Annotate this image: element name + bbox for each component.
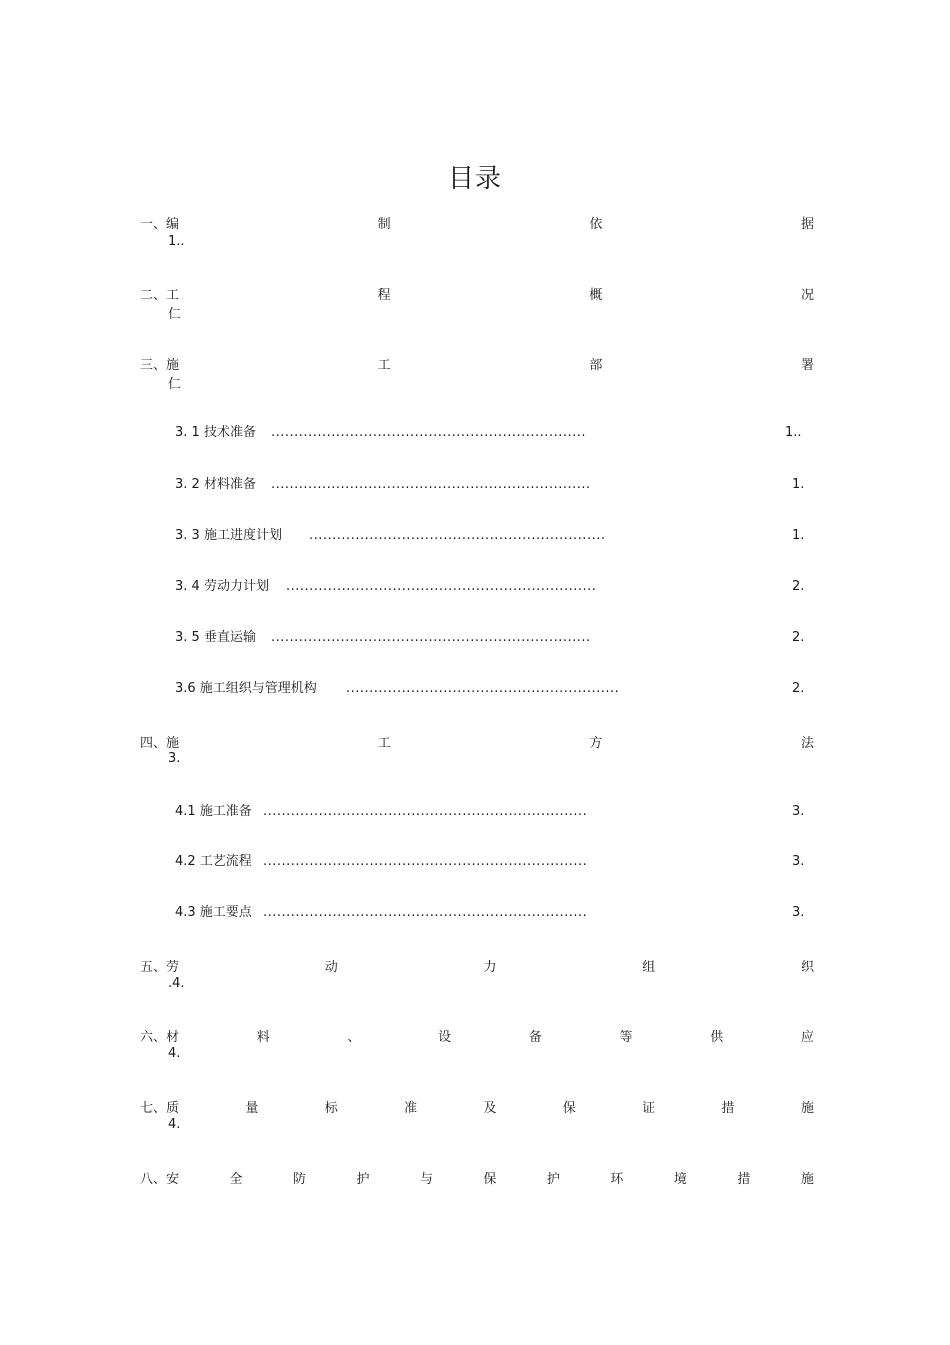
section-page-number: 3.: [792, 804, 805, 819]
chapter-char: 程: [377, 287, 391, 303]
chapter-char: 施: [800, 1100, 814, 1116]
chapter-char: 工: [377, 357, 391, 373]
chapter-char: 准: [404, 1100, 418, 1116]
toc-section-3-3[interactable]: 3. 3 施工进度计划: [175, 528, 282, 543]
chapter-page-number: 仁: [168, 377, 182, 392]
toc-section-3-2[interactable]: 3. 2 材料准备: [175, 477, 256, 492]
chapter-page-number: 3.: [168, 751, 181, 766]
chapter-char: 署: [800, 357, 814, 373]
toc-section-3-6[interactable]: 3.6 施工组织与管理机构: [175, 681, 317, 696]
toc-section-4-2[interactable]: 4.2 工艺流程: [175, 854, 252, 869]
chapter-char: 措: [721, 1100, 735, 1116]
chapter-char: 料: [256, 1029, 270, 1045]
section-page-number: 3.: [792, 905, 805, 920]
chapter-char: 力: [483, 959, 497, 975]
chapter-char: 依: [589, 216, 603, 232]
toc-chapter-8[interactable]: [140, 1167, 814, 1187]
toc-chapter-6[interactable]: [140, 1025, 814, 1045]
leader-dots: ...................................................................: [286, 579, 597, 594]
section-page-number: 2.: [792, 630, 805, 645]
chapter-char: 织: [800, 959, 814, 975]
section-page-number: 2.: [792, 579, 805, 594]
section-page-number: 2.: [792, 681, 805, 696]
chapter-char: 况: [800, 287, 814, 303]
section-page-number: 1.: [792, 477, 805, 492]
toc-chapter-1[interactable]: [140, 212, 814, 232]
toc-chapter-7[interactable]: [140, 1096, 814, 1116]
chapter-page-number: 4.: [168, 1117, 181, 1132]
chapter-char: 概: [589, 287, 603, 303]
chapter-char: 环: [610, 1171, 624, 1187]
leader-dots: ......................................................................: [263, 804, 588, 819]
leader-dots: ....................................................................: [271, 425, 586, 440]
toc-title: 目录: [447, 164, 502, 194]
chapter-page-number: 仁: [168, 307, 182, 322]
chapter-char: 供: [710, 1029, 724, 1045]
section-page-number: 1.: [792, 528, 805, 543]
chapter-char: 防: [292, 1171, 306, 1187]
toc-chapter-3[interactable]: [140, 353, 814, 373]
chapter-char: 工: [377, 735, 391, 751]
chapter-char: 七、质: [140, 1100, 180, 1116]
section-page-number: 1..: [785, 425, 802, 440]
chapter-char: 施: [800, 1171, 814, 1187]
chapter-char: 五、劳: [140, 959, 180, 975]
toc-section-3-5[interactable]: 3. 5 垂直运输: [175, 630, 256, 645]
toc-chapter-2[interactable]: [140, 283, 814, 303]
chapter-page-number: .4.: [168, 976, 185, 991]
leader-dots: ......................................................................: [263, 905, 588, 920]
chapter-char: 动: [324, 959, 338, 975]
chapter-char: 三、施: [140, 357, 180, 373]
leader-dots: ......................................................................: [263, 854, 588, 869]
toc-chapter-4[interactable]: [140, 731, 814, 751]
chapter-char: 护: [546, 1171, 560, 1187]
toc-section-3-1[interactable]: 3. 1 技术准备: [175, 425, 256, 440]
toc-section-4-1[interactable]: 4.1 施工准备: [175, 804, 252, 819]
leader-dots: ................................................................: [309, 528, 606, 543]
chapter-char: 与: [419, 1171, 433, 1187]
chapter-char: 二、工: [140, 287, 180, 303]
chapter-char: 应: [800, 1029, 814, 1045]
chapter-char: 六、材: [140, 1029, 180, 1045]
chapter-page-number: 4.: [168, 1046, 181, 1061]
toc-section-3-4[interactable]: 3. 4 劳动力计划: [175, 579, 269, 594]
chapter-page-number: 1..: [168, 234, 185, 249]
leader-dots: .....................................................................: [271, 477, 591, 492]
chapter-char: 据: [800, 216, 814, 232]
chapter-char: 备: [528, 1029, 542, 1045]
toc-chapter-5[interactable]: [140, 955, 814, 975]
chapter-char: 制: [377, 216, 391, 232]
chapter-char: 全: [229, 1171, 243, 1187]
chapter-char: 设: [438, 1029, 452, 1045]
chapter-char: 护: [356, 1171, 370, 1187]
chapter-char: 境: [673, 1171, 687, 1187]
chapter-char: 法: [800, 735, 814, 751]
leader-dots: ...........................................................: [346, 681, 620, 696]
chapter-char: 保: [483, 1171, 497, 1187]
chapter-char: 组: [642, 959, 656, 975]
chapter-char: 四、施: [140, 735, 180, 751]
chapter-char: 措: [737, 1171, 751, 1187]
chapter-char: 标: [324, 1100, 338, 1116]
chapter-char: 量: [245, 1100, 259, 1116]
chapter-char: 一、编: [140, 216, 180, 232]
leader-dots: .....................................................................: [271, 630, 591, 645]
chapter-char: 八、安: [140, 1171, 180, 1187]
chapter-char: 保: [562, 1100, 576, 1116]
toc-section-4-3[interactable]: 4.3 施工要点: [175, 905, 252, 920]
chapter-char: 及: [483, 1100, 497, 1116]
chapter-char: 、: [347, 1029, 361, 1045]
chapter-char: 等: [619, 1029, 633, 1045]
chapter-char: 部: [589, 357, 603, 373]
section-page-number: 3.: [792, 854, 805, 869]
chapter-char: 方: [589, 735, 603, 751]
chapter-char: 证: [642, 1100, 656, 1116]
